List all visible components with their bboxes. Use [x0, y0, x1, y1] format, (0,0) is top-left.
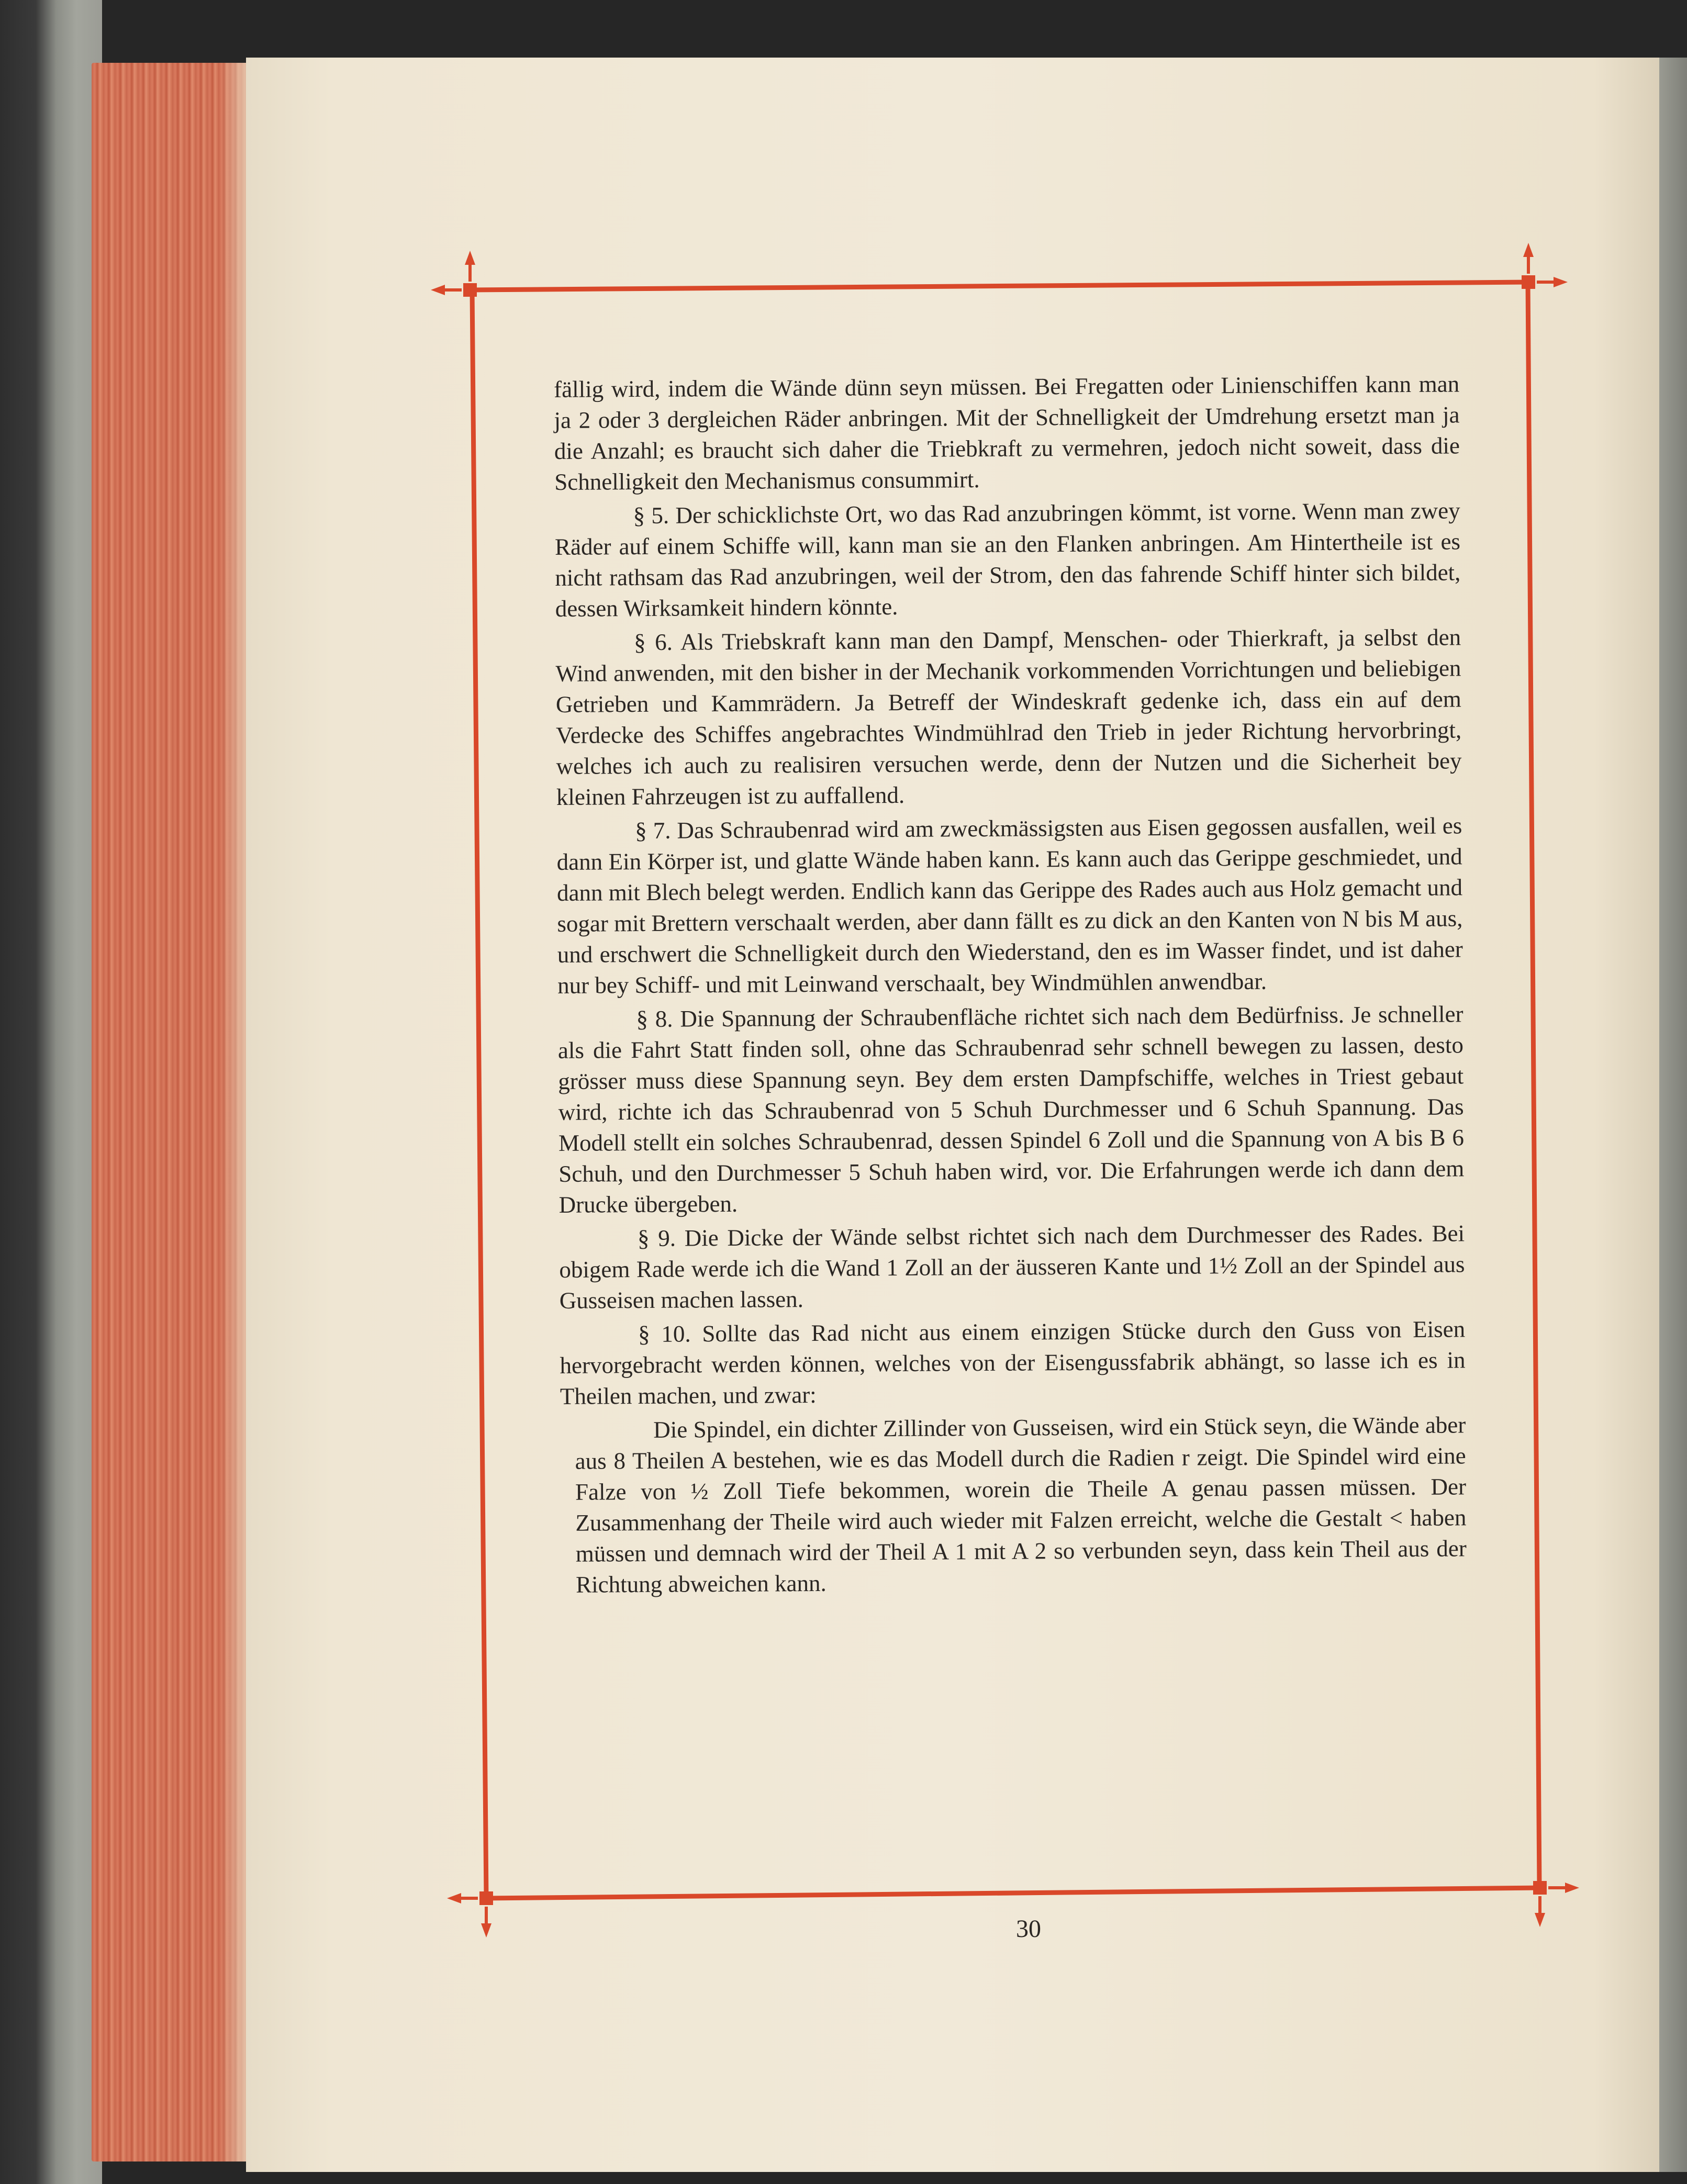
- page-number: 30: [1016, 1915, 1041, 1943]
- paragraph-section-5: § 5. Der schicklichste Ort, wo das Rad anzubringen kömmt, ist vorne. Wenn man zwey Räder auf einem Schiffe will, kann man sie an den Flanken anbringen. Am Hintertheile ist es nicht rathsam das Rad anzubringen, weil der Strom, den das fahrende Schiff hinter sich bildet, dessen Wirksamkeit hindern könnte.: [554, 497, 1461, 622]
- frame-left-line: [472, 290, 486, 1898]
- paragraph-section-6: § 6. Als Triebskraft kann man den Dampf, Menschen- oder Thierkraft, ja selbst den Wind anwenden, mit den bisher in der Mechanik vorkommenden Vorrichtungen und beliebigen Getrieben und Kammrädern. Ja Betreff der Windeskraft gedenke ich, dass ein auf dem Verdecke des Schiffes angebrachtes Windmühlrad den Trieb in jeder Richtung hervorbringt, welches ich auch zu realisiren versuchen werde, denn der Nutzen und die Sicherheit bey kleinen Fahrzeugen ist zu auffallend.: [555, 624, 1462, 810]
- paragraph-section-8: § 8. Die Spannung der Schraubenfläche richtet sich nach dem Bedürfniss. Je schneller als die Fahrt Statt finden soll, ohne das Schraubenrad sehr schnell bewegen zu lassen, desto grösser muss diese Spannung seyn. Bey dem ersten Dampfschiffe, welches in Triest gebaut wird, richte ich das Schraubenrad von 5 Schuh Durchmesser und 6 Schuh Spannung. Das Modell stellt ein solches Schraubenrad, dessen Spindel 6 Zoll und die Spannung von A bis B 6 Schuh, und den Durchmesser 5 Schuh haben wird, vor. Die Erfahrungen werde ich dann dem Drucke übergeben.: [557, 1001, 1465, 1218]
- frame-right-line: [1528, 282, 1539, 1888]
- corner-ornament-bottom-left: [447, 1891, 493, 1937]
- frame-bottom-line: [486, 1888, 1541, 1898]
- paragraph-spindle-description: Die Spindel, ein dichter Zillinder von Gusseisen, wird ein Stück seyn, die Wände aber aus 8 Theilen A bestehen, wie es das Modell durch die Radien r zeigt. Die Spindel wird eine Falze von ½ Zoll Tiefe bekommen, worein die Theile A genau passen müssen. Der Zusammenhang der Theile wird auch wieder mit Falzen erreicht, welche die Gestalt < haben müssen und demnach wird der Theil A 1 mit A 2 so verbunden seyn, dass kein Theil aus der Richtung abweichen kann.: [575, 1412, 1467, 1598]
- corner-ornament-top-right: [1522, 243, 1568, 289]
- corner-ornament-top-left: [431, 251, 477, 297]
- frame-top-line: [468, 282, 1529, 290]
- paragraph-section-7: § 7. Das Schraubenrad wird am zweckmässigsten aus Eisen gegossen ausfallen, weil es dann Ein Körper ist, und glatte Wände haben kann. Es kann auch das Gerippe geschmiedet, und dann mit Blech belegt werden. Endlich kann das Gerippe des Rades auch aus Holz gemacht und sogar mit Brettern verschaalt werden, aber dann fällt es zu dick an den Kanten von N bis M aus, und erschwert die Schnelligkeit durch den Wiederstand, den es im Wasser findet, und ist daher nur bey Schiff- und mit Leinwand verschaalt, bey Windmühlen anwendbar.: [556, 812, 1463, 999]
- corner-ornament-bottom-right: [1533, 1881, 1579, 1927]
- body-text: [554, 368, 1467, 1604]
- paragraph-section-9: § 9. Die Dicke der Wände selbst richtet sich nach dem Durchmesser des Rades. Bei obigem Rade werde ich die Wand 1 Zoll an der äusseren Kante und 1½ Zoll an der Spindel aus Gusseisen machen lassen.: [559, 1220, 1465, 1314]
- paragraph-continuation: fällig wird, indem die Wände dünn seyn müssen. Bei Fregatten oder Linienschiffen kann man ja 2 oder 3 dergleichen Räder anbringen. Mit der Schnelligkeit der Umdrehung ersetzt man ja die Anzahl; es braucht sich daher die Triebkraft zu vermehren, jedoch nicht soweit, dass die Schnelligkeit den Mechanismus consummirt.: [554, 371, 1460, 495]
- paragraph-section-10: § 10. Sollte das Rad nicht aus einem einzigen Stücke durch den Guss von Eisen hervorgebracht werden können, welches von der Eisengussfabrik abhängt, so lasse ich es in Theilen machen, und zwar:: [560, 1316, 1466, 1409]
